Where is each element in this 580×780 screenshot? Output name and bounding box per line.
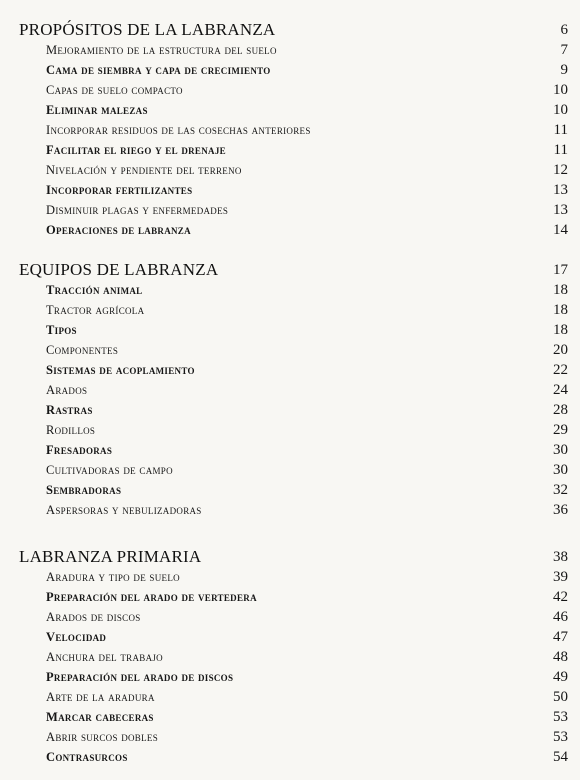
entry-label: Contrasurcos: [46, 750, 128, 764]
toc-entry: [0, 647, 580, 667]
toc-entry: [0, 100, 580, 120]
toc-entry: [0, 120, 580, 140]
page-number: 9: [560, 62, 568, 78]
page-number: 28: [553, 402, 568, 418]
entry-label: Operaciones de labranza: [46, 223, 191, 237]
page-number: 42: [553, 589, 568, 605]
toc-entry: [0, 200, 580, 220]
entry-label: Rodillos: [46, 423, 96, 437]
page-number: 30: [553, 442, 568, 458]
entry-label: Fresadoras: [46, 443, 113, 457]
page-number: 47: [553, 629, 568, 645]
toc-entry: [0, 480, 580, 500]
section-heading: [0, 260, 580, 280]
page-number: 14: [553, 222, 568, 238]
page-number: 6: [560, 22, 568, 38]
page-number: 12: [553, 162, 568, 178]
toc-entry: [0, 80, 580, 100]
entry-label: Capas de suelo compacto: [46, 83, 183, 97]
page-number: 50: [553, 689, 568, 705]
toc-entry: [0, 440, 580, 460]
page-number: 7: [560, 42, 568, 58]
entry-label: Incorporar fertilizantes: [46, 183, 193, 197]
page-number: 18: [553, 302, 568, 318]
entry-label: Cama de siembra y capa de crecimiento: [46, 63, 271, 77]
page-number: 29: [553, 422, 568, 438]
entry-label: Anchura del trabajo: [46, 650, 163, 664]
section-heading: [0, 20, 580, 40]
entry-label: Eliminar malezas: [46, 103, 148, 117]
page-number: 24: [553, 382, 568, 398]
toc-entry: [0, 60, 580, 80]
section-heading: [0, 547, 580, 567]
entry-label: Tipos: [46, 323, 77, 337]
page-number: 48: [553, 649, 568, 665]
entry-label: Tracción animal: [46, 283, 143, 297]
entry-label: Aspersoras y nebulizadoras: [46, 503, 202, 517]
toc-entry: [0, 667, 580, 687]
toc-entry: [0, 40, 580, 60]
toc-entry: [0, 380, 580, 400]
entry-label: Velocidad: [46, 630, 107, 644]
entry-label: Cultivadoras de campo: [46, 463, 173, 477]
entry-label: Mejoramiento de la estructura del suelo: [46, 43, 277, 57]
page-number: 53: [553, 729, 568, 745]
toc-entry: [0, 160, 580, 180]
page-number: 30: [553, 462, 568, 478]
section-title: EQUIPOS DE LABRANZA: [19, 260, 219, 279]
page-number: 38: [553, 549, 568, 565]
entry-label: Sistemas de acoplamiento: [46, 363, 195, 377]
page-number: 10: [553, 102, 568, 118]
page-number: 22: [553, 362, 568, 378]
toc-entry: [0, 747, 580, 767]
entry-label: Preparación del arado de vertedera: [46, 590, 257, 604]
toc-entry: [0, 400, 580, 420]
entry-label: Marcar cabeceras: [46, 710, 154, 724]
page-number: 46: [553, 609, 568, 625]
page-number: 53: [553, 709, 568, 725]
page-number: 18: [553, 282, 568, 298]
entry-label: Abrir surcos dobles: [46, 730, 159, 744]
toc-entry: [0, 587, 580, 607]
entry-label: Nivelación y pendiente del terreno: [46, 163, 242, 177]
toc-entry: [0, 220, 580, 240]
page-number: 13: [553, 202, 568, 218]
page-number: 49: [553, 669, 568, 685]
page-number: 11: [553, 122, 568, 138]
page-number: 36: [553, 502, 568, 518]
toc-entry: [0, 360, 580, 380]
toc-entry: [0, 340, 580, 360]
toc-entry: [0, 687, 580, 707]
section-title: PROPÓSITOS DE LA LABRANZA: [19, 20, 276, 39]
entry-label: Incorporar residuos de las cosechas anteriores: [46, 123, 311, 137]
entry-label: Arados de discos: [46, 610, 141, 624]
entry-label: Aradura y tipo de suelo: [46, 570, 180, 584]
toc-entry: [0, 607, 580, 627]
entry-label: Preparación del arado de discos: [46, 670, 234, 684]
entry-label: Tractor agrícola: [46, 303, 145, 317]
toc-entry: [0, 627, 580, 647]
entry-label: Arte de la aradura: [46, 690, 155, 704]
entry-label: Componentes: [46, 343, 119, 357]
page-number: 54: [553, 749, 568, 765]
entry-label: Rastras: [46, 403, 93, 417]
entry-label: Sembradoras: [46, 483, 122, 497]
page-number: 11: [553, 142, 568, 158]
section-title: LABRANZA PRIMARIA: [19, 547, 202, 566]
toc-entry: [0, 320, 580, 340]
toc-entry: [0, 500, 580, 520]
page-number: 10: [553, 82, 568, 98]
page-number: 20: [553, 342, 568, 358]
entry-label: Disminuir plagas y enfermedades: [46, 203, 229, 217]
page-number: 39: [553, 569, 568, 585]
page-number: 18: [553, 322, 568, 338]
page-number: 32: [553, 482, 568, 498]
page-number: 13: [553, 182, 568, 198]
toc-entry: [0, 567, 580, 587]
page-number: 17: [553, 262, 568, 278]
toc-entry: [0, 140, 580, 160]
toc-entry: [0, 420, 580, 440]
entry-label: Arados: [46, 383, 88, 397]
toc-entry: [0, 727, 580, 747]
entry-label: Facilitar el riego y el drenaje: [46, 143, 226, 157]
toc-entry: [0, 460, 580, 480]
toc-entry: [0, 300, 580, 320]
toc-entry: [0, 280, 580, 300]
toc-entry: [0, 707, 580, 727]
toc-entry: [0, 180, 580, 200]
